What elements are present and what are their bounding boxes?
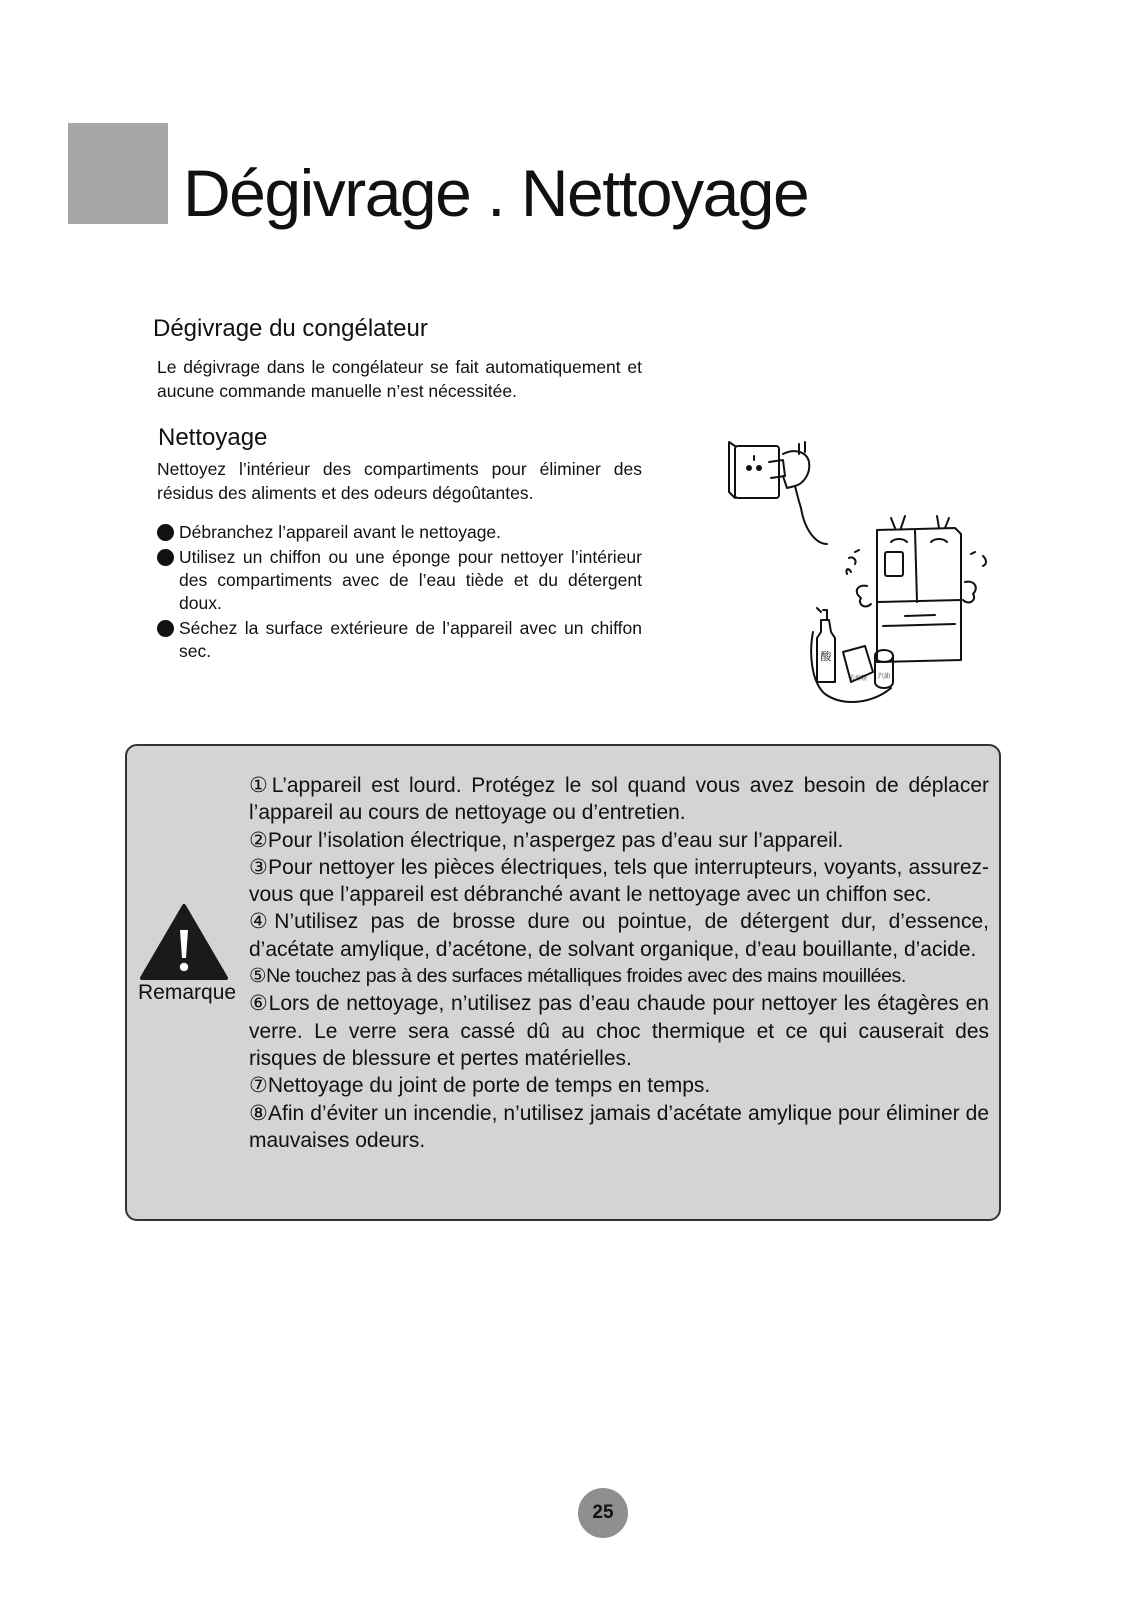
remarque-notes bbox=[249, 772, 989, 1154]
title-square bbox=[68, 123, 168, 224]
acid-label: 酸 bbox=[820, 650, 832, 663]
cleaning-steps-list bbox=[157, 521, 642, 665]
note-item: ⑥Lors de nettoyage, n’utilisez pas d’eau chaude pour nettoyer les étagères en verre. Le verre sera cassé dû au choc thermique et ce qui causerait des risques de blessure et pertes matérielles. bbox=[249, 992, 989, 1070]
plug-icon bbox=[769, 442, 827, 544]
bullet-icon bbox=[157, 524, 174, 541]
cleaning-step-text: Utilisez un chiffon ou une éponge pour nettoyer l’intérieur des compartiments avec de l’eau tiède et du détergent doux. bbox=[179, 547, 642, 613]
note-item: ④N’utilisez pas de brosse dure ou pointue, de détergent dur, d’essence, d’acétate amylique, d’acétone, de solvant organique, d’eau bouillante, d’acide. bbox=[249, 910, 989, 961]
cleaning-step-text: Débranchez l’appareil avant le nettoyage. bbox=[179, 522, 502, 542]
cleaning-step-text: Séchez la surface extérieure de l’appareil avec un chiffon sec. bbox=[179, 618, 642, 661]
note-item: ⑦Nettoyage du joint de porte de temps en temps. bbox=[249, 1074, 711, 1098]
page-number: 25 bbox=[578, 1488, 628, 1538]
cleaning-step bbox=[157, 521, 642, 544]
note-item: ⑤Ne touchez pas à des surfaces métalliques froides avec des mains mouillées. bbox=[249, 965, 906, 988]
defrost-section-title: Dégivrage du congélateur bbox=[153, 315, 428, 342]
cleaning-intro: Nettoyez l’intérieur des compartiments pour éliminer des résidus des aliments et des odeurs dégoûtantes. bbox=[157, 459, 642, 503]
detergent-label: 去污粉 bbox=[848, 675, 868, 682]
bullet-icon bbox=[157, 620, 174, 637]
note-item: ③Pour nettoyer les pièces électriques, tels que interrupteurs, voyants, assurez-vous que l’appareil est débranché avant le nettoyage avec un chiffon sec. bbox=[249, 855, 989, 907]
remarque-label: Remarque bbox=[138, 981, 237, 1004]
wall-socket-icon bbox=[729, 442, 779, 498]
gasoline-label: 汽油 bbox=[877, 673, 891, 680]
note-item: ⑧Afin d’éviter un incendie, n’utilisez jamais d’acétate amylique pour éliminer de mauvaises odeurs. bbox=[249, 1101, 989, 1152]
note-item: ①L’appareil est lourd. Protégez le sol quand vous avez besoin de déplacer l’appareil au cours de nettoyage ou d’entretien. bbox=[249, 774, 989, 825]
defrost-text: Le dégivrage dans le congélateur se fait automatiquement et aucune commande manuelle n’est nécessitée. bbox=[157, 357, 642, 401]
cleaning-step bbox=[157, 546, 642, 615]
warning-triangle-icon bbox=[140, 902, 228, 982]
unplug-fridge-illustration bbox=[725, 432, 1015, 722]
page-title: Dégivrage . Nettoyage bbox=[183, 156, 809, 230]
cleaning-step bbox=[157, 617, 642, 663]
note-item: ②Pour l’isolation électrique, n’aspergez pas d’eau sur l’appareil. bbox=[249, 828, 844, 852]
fridge-icon bbox=[846, 516, 986, 662]
bullet-icon bbox=[157, 549, 174, 566]
cleaning-section-title: Nettoyage bbox=[158, 424, 268, 451]
